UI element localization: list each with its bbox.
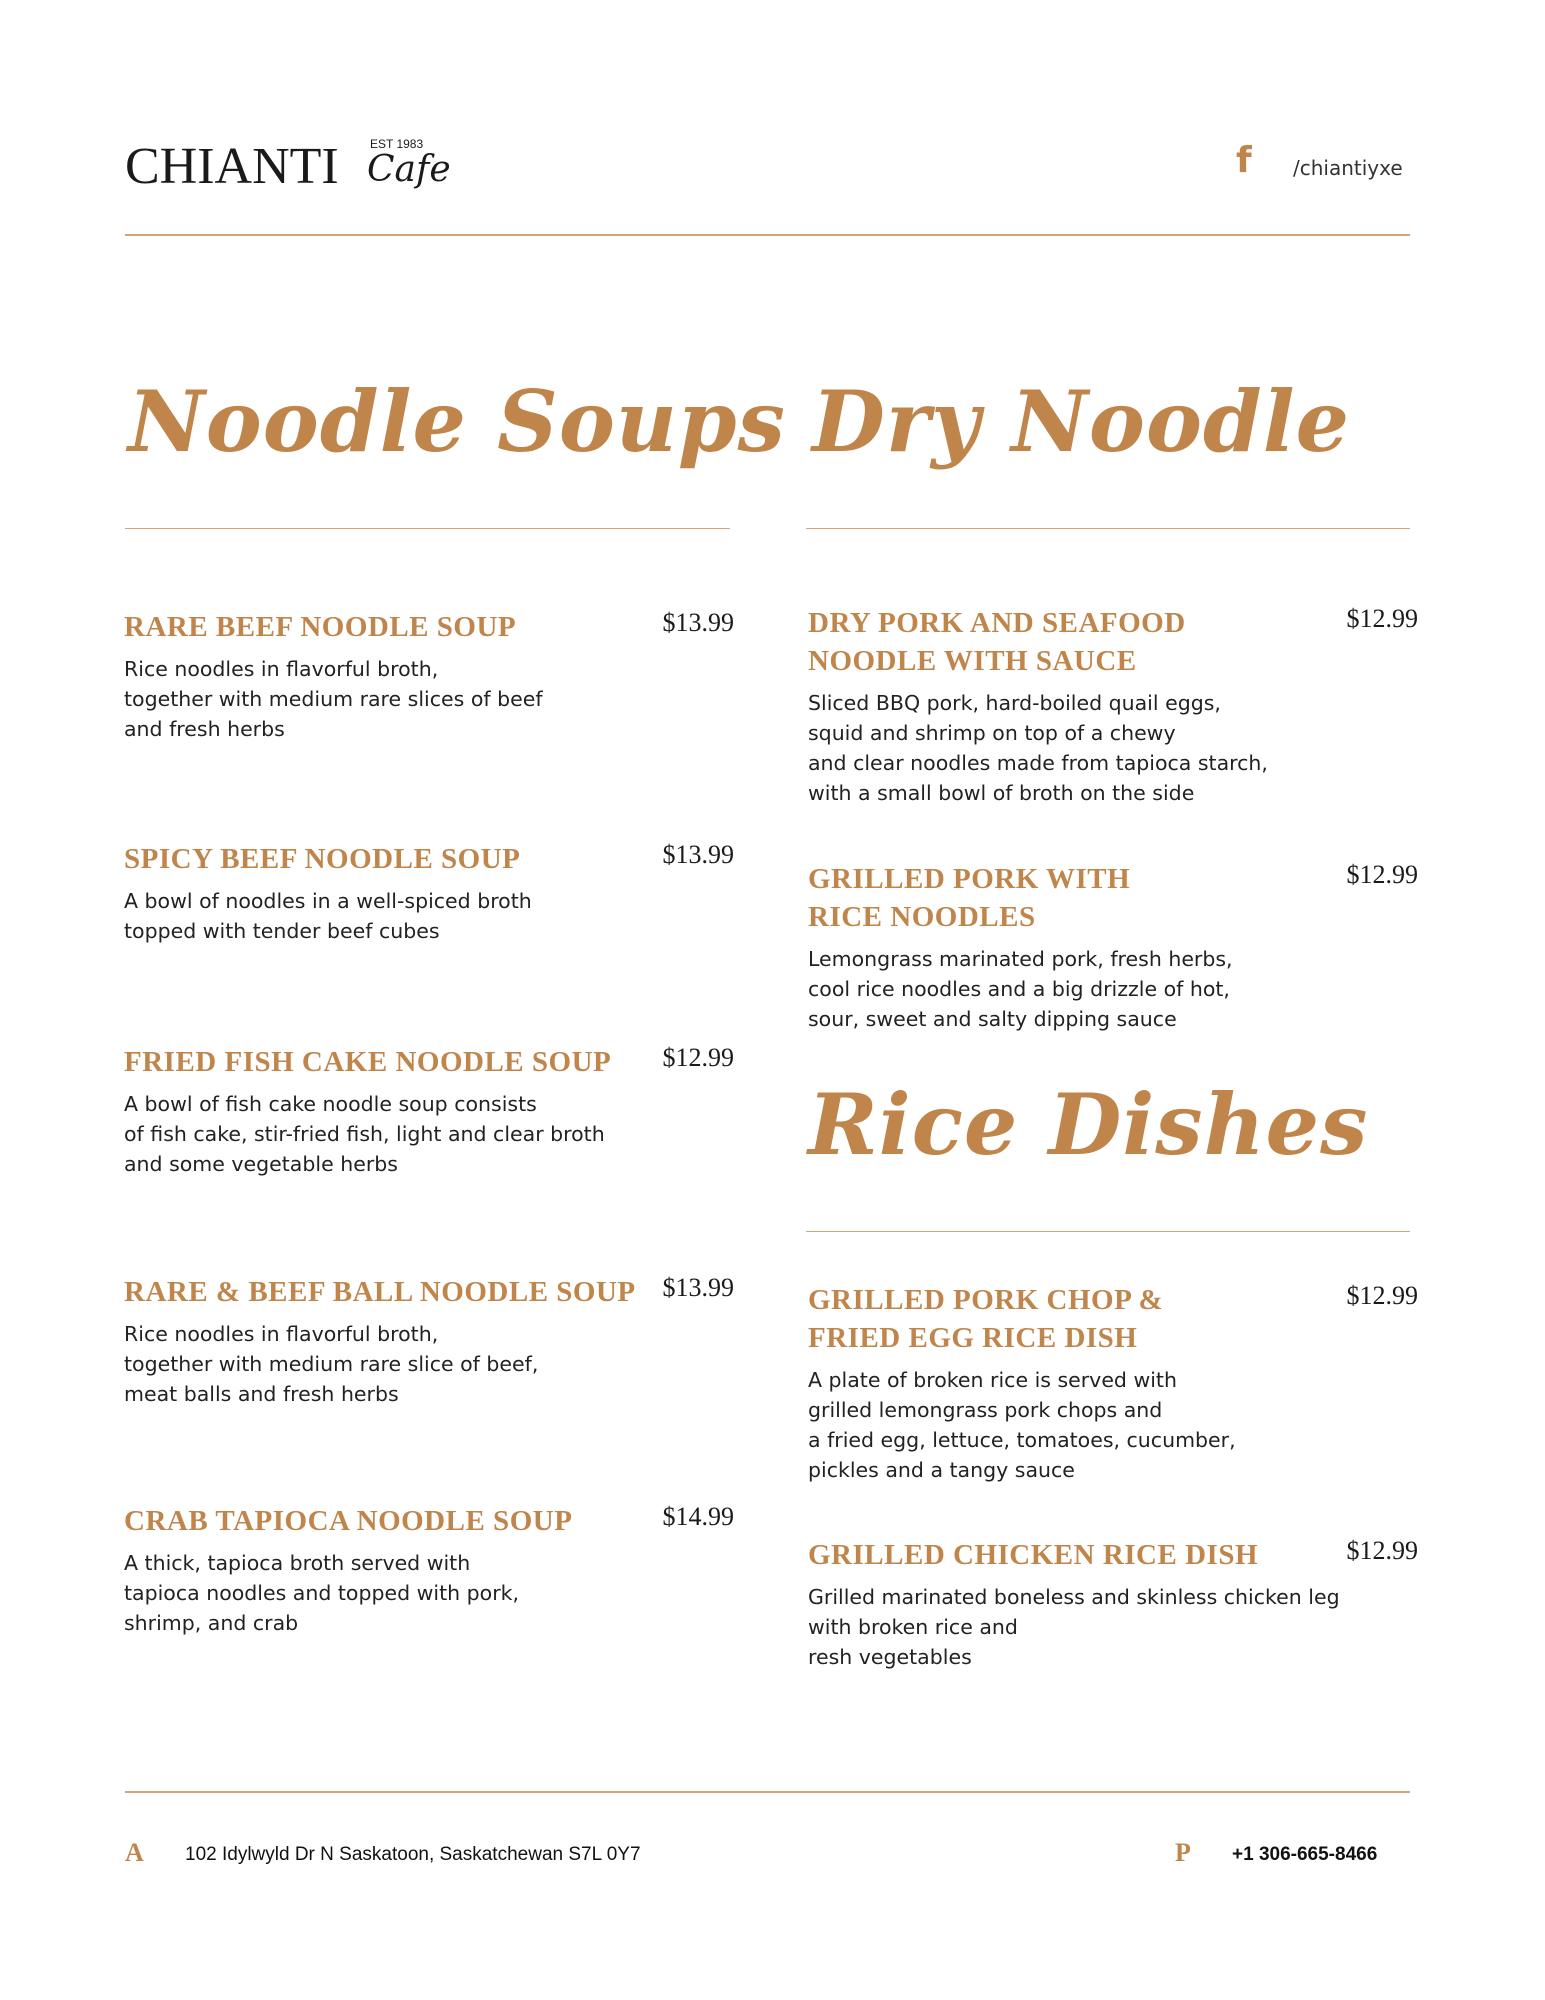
facebook-icon[interactable]: f [1236,140,1252,181]
header-divider [125,234,1410,236]
section-title-rice-dishes: Rice Dishes [808,1075,1369,1174]
menu-item-description: Grilled marinated boneless and skinless chicken leg with broken rice and resh vegetables [808,1585,1340,1669]
menu-item-name: RARE & BEEF BALL NOODLE SOUP [124,1276,636,1308]
menu-item-description: A bowl of noodles in a well-spiced broth topped with tender beef cubes [124,889,532,943]
menu-item-name: DRY PORK AND SEAFOOD NOODLE WITH SAUCE [808,607,1186,677]
address-text: 102 Idylwyld Dr N Saskatoon, Saskatchewan S7L 0Y7 [185,1844,641,1865]
menu-item-price: $13.99 [662,840,734,869]
menu-item-description: Lemongrass marinated pork, fresh herbs, cool rice noodles and a big drizzle of hot, sour, sweet and salty dipping sauce [808,947,1233,1031]
menu-item-price: $13.99 [662,608,734,637]
menu-item [124,1043,734,1179]
menu-item-name: GRILLED PORK WITH RICE NOODLES [808,863,1131,933]
menu-item-price: $12.99 [1346,604,1418,633]
menu-item [124,1502,734,1638]
menu-item [808,1281,1418,1485]
menu-item-price: $12.99 [1346,1281,1418,1310]
menu-item-price: $12.99 [1346,1536,1418,1565]
menu-item [808,860,1418,1034]
section-title-noodle-soups: Noodle Soups [128,372,786,471]
logo-wordmark: CHIANTI [125,138,339,195]
rice-dishes-divider [806,1231,1410,1232]
dry-noodle-divider [806,528,1410,529]
section-title-dry-noodle: Dry Noodle [812,372,1351,471]
menu-item-price: $12.99 [1346,860,1418,889]
menu-item-name: SPICY BEEF NOODLE SOUP [124,843,521,875]
menu-item [124,608,734,744]
menu-item-price: $12.99 [662,1043,734,1072]
menu-item [808,604,1418,808]
facebook-handle[interactable]: /chiantiyxe [1293,156,1403,180]
menu-item-description: Rice noodles in flavorful broth, together with medium rare slice of beef, meat balls and fresh herbs [124,1322,539,1406]
logo-est-year: EST 1983 [370,137,424,151]
menu-item-description: A bowl of fish cake noodle soup consists of fish cake, stir-fried fish, light and clear broth and some vegetable herbs [124,1092,605,1176]
menu-item [124,1273,734,1409]
noodle-soups-divider [125,528,730,529]
logo-cafe-script: Cafe [367,149,451,190]
menu-item [124,840,734,946]
menu-item-name: FRIED FISH CAKE NOODLE SOUP [124,1046,612,1078]
address-label: A [125,1838,144,1867]
menu-item [808,1536,1418,1672]
menu-item-price: $13.99 [662,1273,734,1302]
menu-item-price: $14.99 [662,1502,734,1531]
menu-item-description: Rice noodles in flavorful broth, together with medium rare slices of beef and fresh herbs [124,657,543,741]
menu-item-description: Sliced BBQ pork, hard-boiled quail eggs, squid and shrimp on top of a chewy and clear noodles made from tapioca starch, with a small bowl of broth on the side [808,691,1268,805]
phone-number[interactable]: +1 306-665-8466 [1232,1844,1378,1865]
menu-item-name: GRILLED PORK CHOP & FRIED EGG RICE DISH [808,1284,1164,1354]
menu-item-name: GRILLED CHICKEN RICE DISH [808,1539,1259,1571]
footer-divider [125,1791,1410,1793]
menu-item-name: CRAB TAPIOCA NOODLE SOUP [124,1505,573,1537]
menu-item-description: A thick, tapioca broth served with tapioca noodles and topped with pork, shrimp, and crab [124,1551,520,1635]
menu-item-name: RARE BEEF NOODLE SOUP [124,611,517,643]
phone-label: P [1175,1838,1191,1867]
menu-item-description: A plate of broken rice is served with grilled lemongrass pork chops and a fried egg, lettuce, tomatoes, cucumber, pickles and a tangy sauce [808,1368,1236,1482]
